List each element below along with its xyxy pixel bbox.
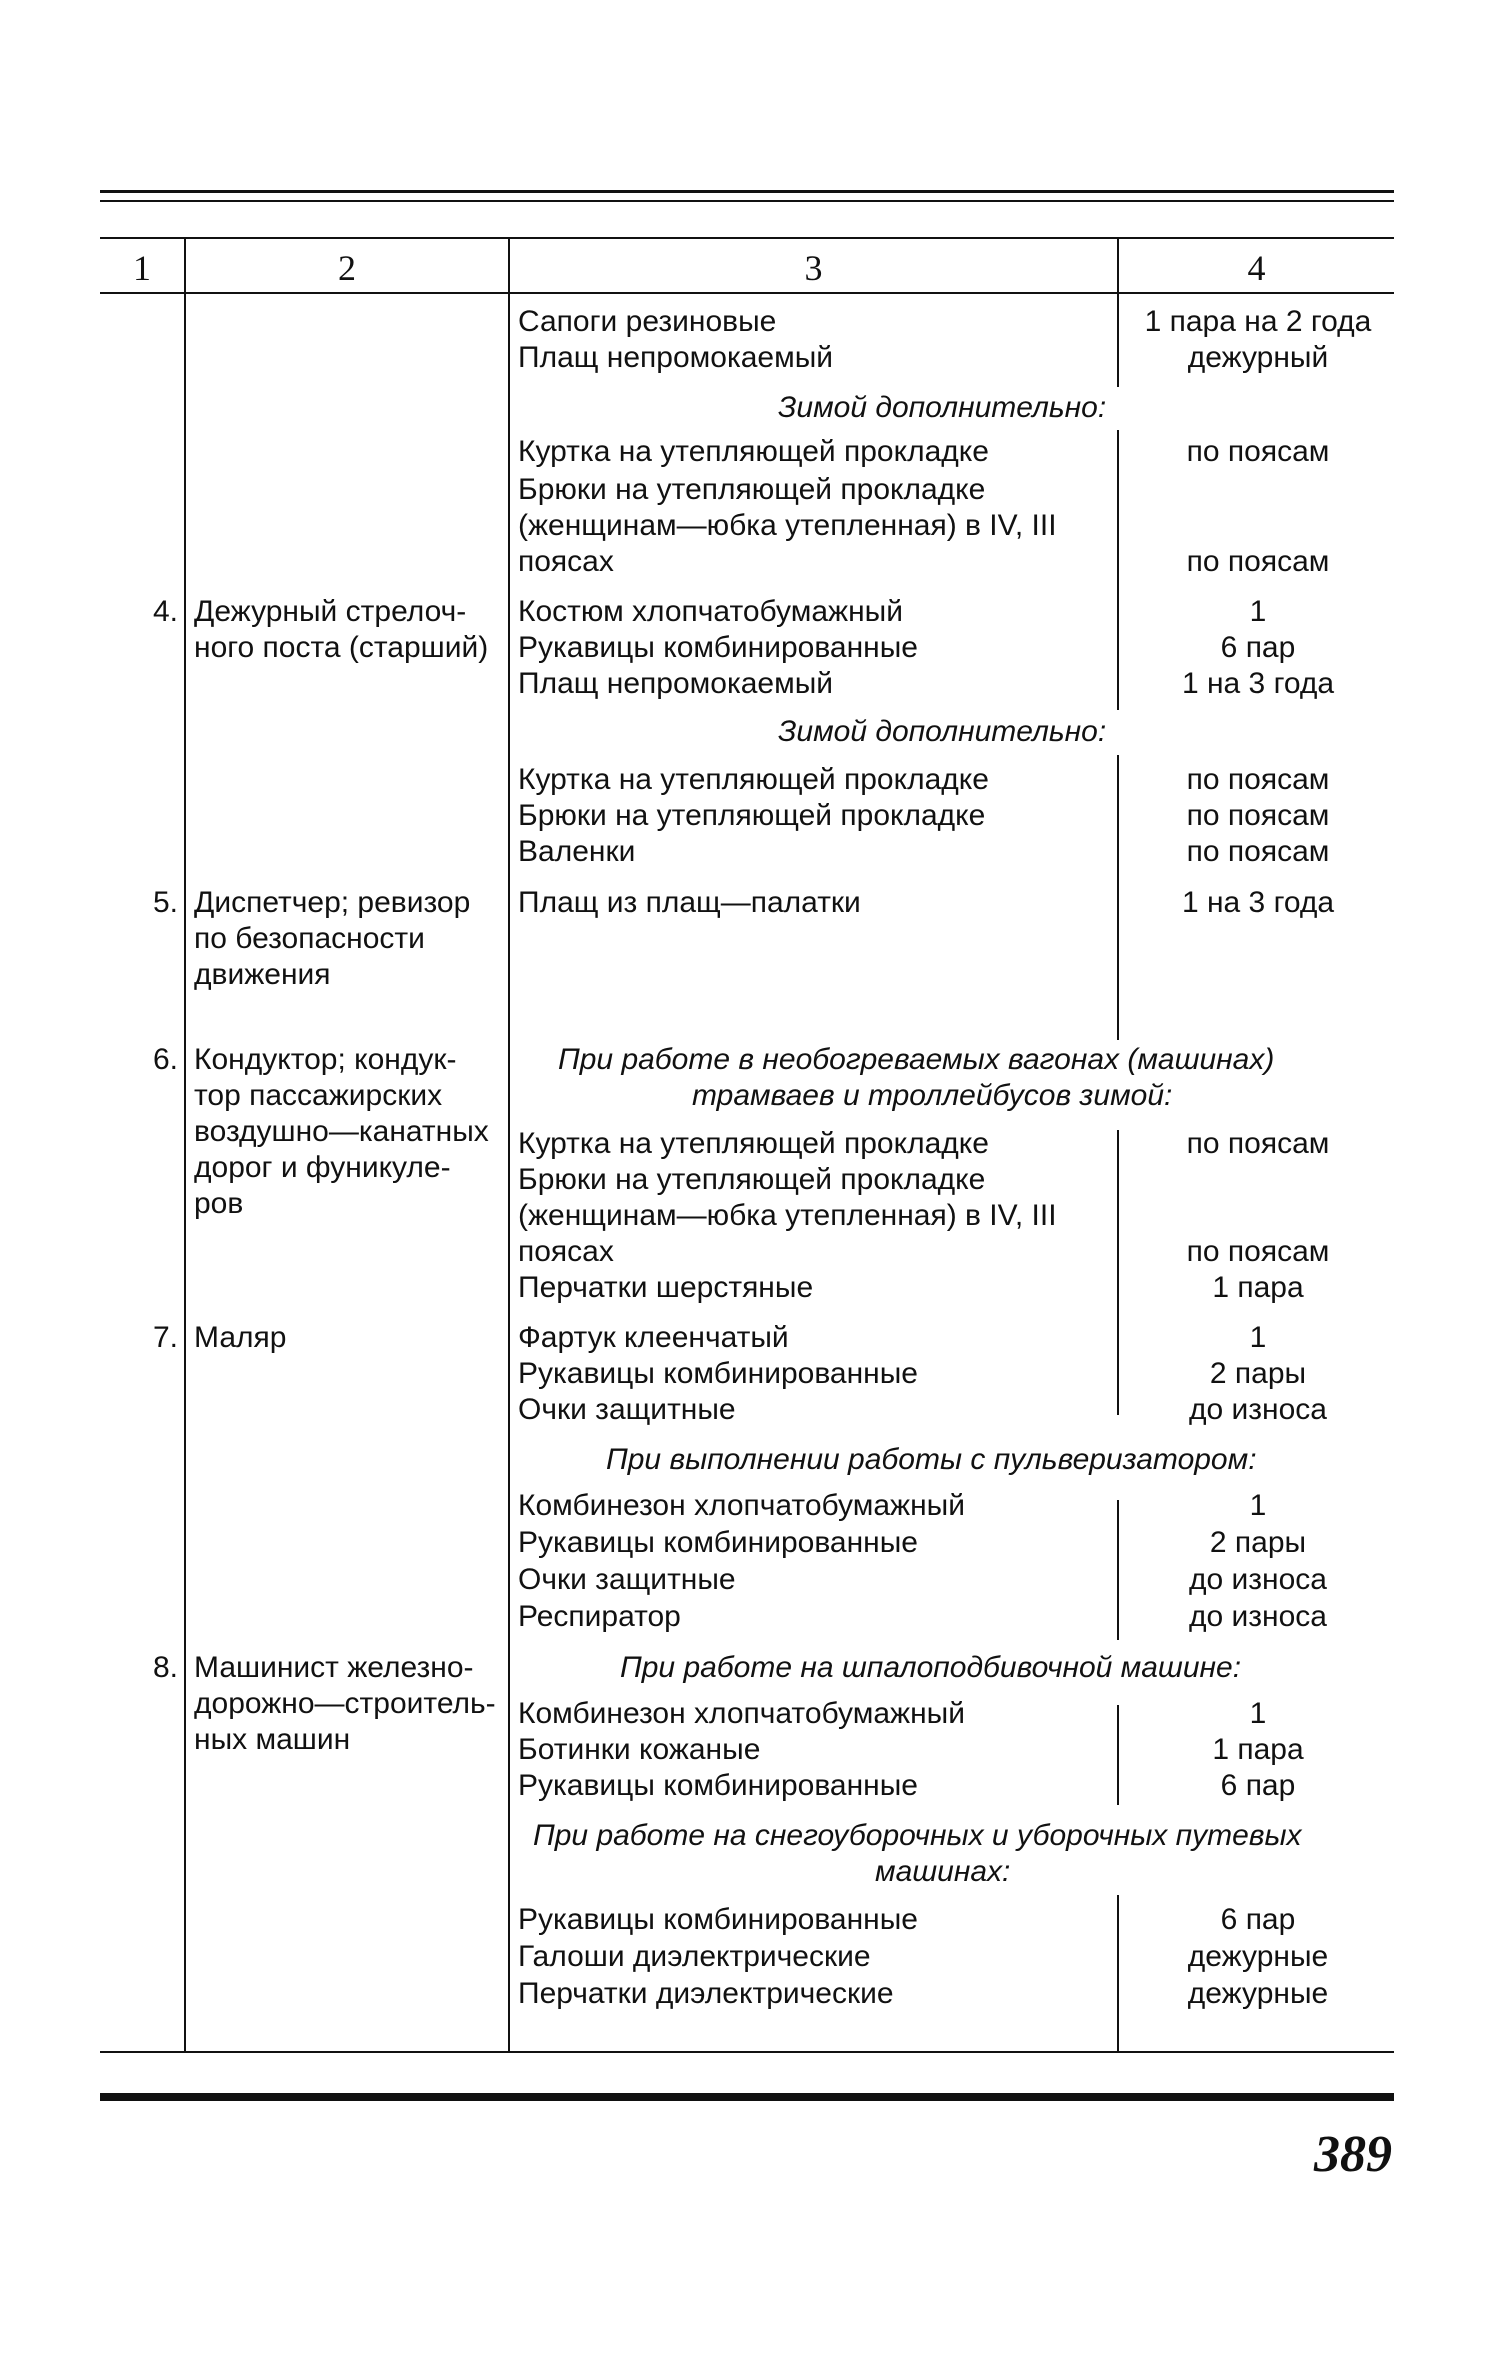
subheading: При работе на шпалоподбивочной машине: (620, 1651, 1242, 1684)
item-name: Перчатки диэлектрические (518, 1977, 894, 2010)
header-bottom-rule (100, 292, 1394, 294)
item-qty: по поясам (1186, 835, 1330, 868)
item-name: Сапоги резиновые (518, 305, 777, 338)
item-name: Брюки на утепляющей прокладке (518, 473, 986, 506)
item-name: Костюм хлопчатобумажный (518, 595, 903, 628)
item-qty: по поясам (1186, 545, 1330, 578)
item-name: поясах (518, 545, 614, 578)
item-name: Рукавицы комбинированные (518, 1357, 918, 1390)
item-name: Куртка на утепляющей прокладке (518, 1127, 989, 1160)
item-qty: 1 (1249, 595, 1267, 628)
item-qty: до износа (1189, 1563, 1327, 1596)
item-name: Плащ непромокаемый (518, 341, 834, 374)
item-name: Респиратор (518, 1600, 681, 1633)
item-qty: 2 пары (1209, 1526, 1307, 1559)
item-name: Перчатки шерстяные (518, 1271, 814, 1304)
item-qty: 1 (1249, 1321, 1267, 1354)
row-number: 6. (152, 1043, 178, 1076)
item-name: Комбинезон хлопчатобумажный (518, 1489, 965, 1522)
item-name: Куртка на утепляющей прокладке (518, 763, 989, 796)
item-name: Фартук клеенчатый (518, 1321, 789, 1354)
item-qty: по поясам (1186, 763, 1330, 796)
item-name: Рукавицы комбинированные (518, 1769, 918, 1802)
position-line: Маляр (194, 1321, 287, 1354)
item-name: Рукавицы комбинированные (518, 1903, 918, 1936)
header-col-2: 2 (338, 248, 356, 288)
row-number: 7. (152, 1321, 178, 1354)
position-line: Диспетчер; ревизор (194, 886, 471, 919)
position-line: дорожно—строитель- (194, 1687, 496, 1720)
item-qty: по поясам (1186, 1235, 1330, 1268)
item-qty: 6 пар (1220, 1769, 1296, 1802)
item-name: Брюки на утепляющей прокладке (518, 1163, 986, 1196)
header-col-4: 4 (1247, 248, 1266, 288)
item-qty: по поясам (1186, 1127, 1330, 1160)
position-line: Машинист железно- (194, 1651, 474, 1684)
item-qty: 1 пара (1212, 1733, 1304, 1766)
subheading: Зимой дополнительно: (778, 391, 1107, 424)
item-name: Рукавицы комбинированные (518, 1526, 918, 1559)
item-qty: до износа (1189, 1600, 1327, 1633)
item-qty: по поясам (1186, 435, 1330, 468)
item-name: Брюки на утепляющей прокладке (518, 799, 986, 832)
item-name: поясах (518, 1235, 614, 1268)
item-qty: 6 пар (1220, 631, 1296, 664)
item-name: (женщинам—юбка утепленная) в IV, III (518, 509, 1057, 542)
item-qty: 1 на 3 года (1181, 667, 1335, 700)
subheading: При выполнении работы с пульверизатором: (606, 1443, 1257, 1476)
position-line: ного поста (старший) (194, 631, 489, 664)
header-col-1: 1 (133, 248, 151, 288)
subheading: трамваев и троллейбусов зимой: (692, 1079, 1173, 1112)
item-name: Плащ непромокаемый (518, 667, 834, 700)
position-line: по безопасности (194, 922, 425, 955)
page-bottom-rule (100, 2093, 1394, 2101)
item-name: Очки защитные (518, 1563, 736, 1596)
col-divider-1 (184, 237, 186, 2053)
subheading: машинах: (875, 1855, 1011, 1888)
top-rule-1 (100, 190, 1394, 193)
subheading: При работе на снегоуборочных и уборочных путевых (533, 1819, 1302, 1852)
item-name: Очки защитные (518, 1393, 736, 1426)
item-name: (женщинам—юбка утепленная) в IV, III (518, 1199, 1057, 1232)
item-name: Галоши диэлектрические (518, 1940, 871, 1973)
position-line: ров (194, 1187, 244, 1220)
item-name: Куртка на утепляющей прокладке (518, 435, 989, 468)
item-qty: 1 пара на 2 года (1144, 305, 1372, 338)
item-name: Плащ из плащ—палатки (518, 886, 861, 919)
item-qty: 6 пар (1220, 1903, 1296, 1936)
item-name: Ботинки кожаные (518, 1733, 761, 1766)
top-rule-2 (100, 200, 1394, 202)
position-line: ных машин (194, 1723, 351, 1756)
row-number: 4. (152, 595, 178, 628)
position-line: Дежурный стрелоч- (194, 595, 467, 628)
item-qty: дежурный (1187, 341, 1329, 374)
col-divider-2 (508, 237, 510, 2053)
page-number: 389 (1314, 2126, 1392, 2183)
position-line: воздушно—канатных (194, 1115, 489, 1148)
item-qty: 1 на 3 года (1181, 886, 1335, 919)
row-number: 5. (152, 886, 178, 919)
row-number: 8. (152, 1651, 178, 1684)
position-line: движения (194, 958, 331, 991)
item-name: Комбинезон хлопчатобумажный (518, 1697, 965, 1730)
header-top-rule (100, 237, 1394, 239)
position-line: дорог и фуникуле- (194, 1151, 451, 1184)
subheading: Зимой дополнительно: (778, 715, 1107, 748)
item-qty: 1 (1249, 1697, 1267, 1730)
subheading: При работе в необогреваемых вагонах (машинах) (558, 1043, 1275, 1076)
table-bottom-rule (100, 2051, 1394, 2053)
item-qty: дежурные (1187, 1940, 1329, 1973)
item-qty: дежурные (1187, 1977, 1329, 2010)
item-qty: 1 (1249, 1489, 1267, 1522)
item-qty: по поясам (1186, 799, 1330, 832)
header-col-3: 3 (804, 248, 823, 288)
position-line: Кондуктор; кондук- (194, 1043, 457, 1076)
item-qty: 1 пара (1212, 1271, 1304, 1304)
item-qty: до износа (1189, 1393, 1327, 1426)
item-qty: 2 пары (1209, 1357, 1307, 1390)
item-name: Рукавицы комбинированные (518, 631, 918, 664)
position-line: тор пассажирских (194, 1079, 443, 1112)
item-name: Валенки (518, 835, 636, 868)
